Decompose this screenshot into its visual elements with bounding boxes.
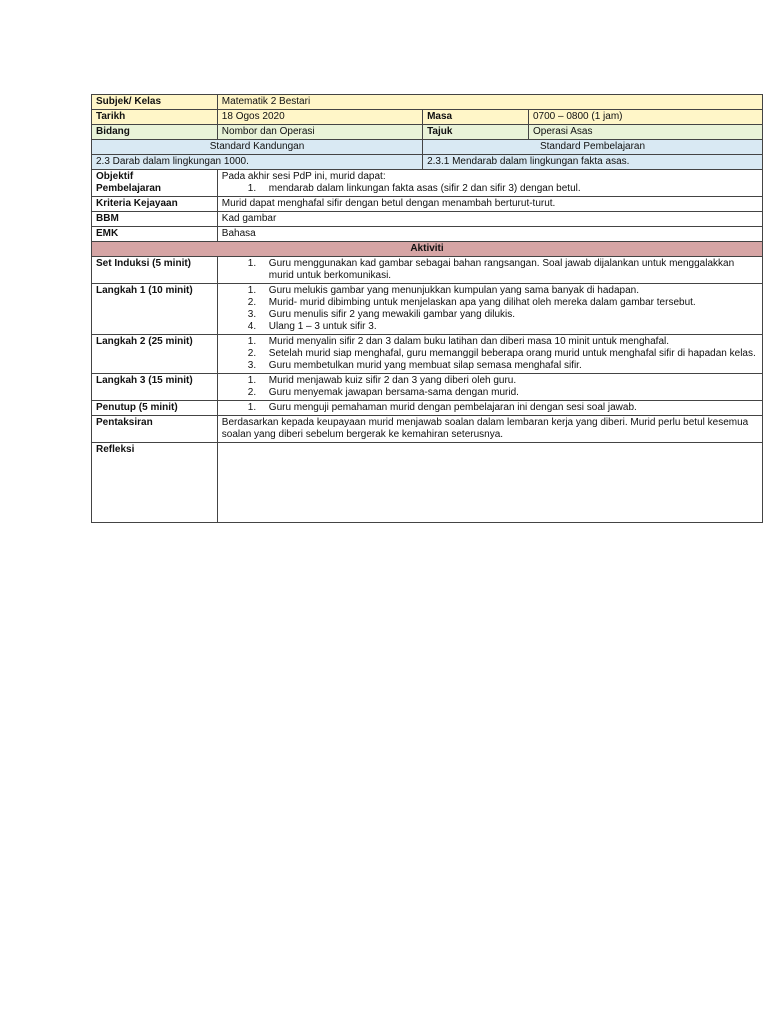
refleksi-value[interactable] xyxy=(217,443,762,523)
standard-kandungan-value: 2.3 Darab dalam lingkungan 1000. xyxy=(92,155,423,170)
objektif-label-line2: Pembelajaran xyxy=(96,183,162,194)
subjek-label: Subjek/ Kelas xyxy=(92,95,218,110)
langkah3-content xyxy=(217,374,762,401)
masa-label: Masa xyxy=(423,110,529,125)
penutup-content xyxy=(217,401,762,416)
list-item: 2. Murid- murid dibimbing untuk menjelaskan apa yang dilihat oleh mereka dalam gambar tersebut. xyxy=(247,297,696,308)
standard-pembelajaran-value: 2.3.1 Mendarab dalam lingkungan fakta asas. xyxy=(423,155,763,170)
tarikh-row xyxy=(92,110,763,125)
standard-value-row xyxy=(92,155,763,170)
langkah3-label: Langkah 3 (15 minit) xyxy=(92,374,218,401)
list-item: 2. Setelah murid siap menghafal, guru memanggil beberapa orang murid untuk menghafal sifir di hapadan kelas. xyxy=(247,348,756,359)
langkah1-row xyxy=(92,284,763,335)
standard-pembelajaran-header: Standard Pembelajaran xyxy=(423,140,763,155)
aktiviti-title: Aktiviti xyxy=(92,242,763,257)
bbm-value: Kad gambar xyxy=(217,212,762,227)
bidang-value: Nombor dan Operasi xyxy=(217,125,422,140)
objektif-content xyxy=(217,170,762,197)
list-item: 4. Ulang 1 – 3 untuk sifir 3. xyxy=(247,321,377,332)
langkah1-content xyxy=(217,284,762,335)
kriteria-label: Kriteria Kejayaan xyxy=(92,197,218,212)
bbm-label: BBM xyxy=(92,212,218,227)
objektif-label xyxy=(92,170,218,197)
list-item: 2. Guru menyemak jawapan bersama-sama dengan murid. xyxy=(247,387,519,398)
emk-label: EMK xyxy=(92,227,218,242)
list-item: 1. Guru melukis gambar yang menunjukkan kumpulan yang sama banyak di hadapan. xyxy=(247,285,640,296)
tajuk-value: Operasi Asas xyxy=(529,125,763,140)
langkah2-content xyxy=(217,335,762,374)
penutup-row xyxy=(92,401,763,416)
langkah2-row xyxy=(92,335,763,374)
list-item: 1. Guru menguji pemahaman murid dengan pembelajaran ini dengan sesi soal jawab. xyxy=(247,402,637,413)
set-induksi-label: Set Induksi (5 minit) xyxy=(92,257,218,284)
refleksi-row xyxy=(92,443,763,523)
standard-kandungan-header: Standard Kandungan xyxy=(92,140,423,155)
refleksi-label: Refleksi xyxy=(92,443,218,523)
objektif-row xyxy=(92,170,763,197)
bidang-label: Bidang xyxy=(92,125,218,140)
subjek-row xyxy=(92,95,763,110)
aktiviti-header-row xyxy=(92,242,763,257)
langkah3-row xyxy=(92,374,763,401)
objektif-label-line1: Objektif xyxy=(96,171,134,182)
list-item: 3. Guru membetulkan murid yang membuat silap semasa menghafal sifir. xyxy=(247,360,582,371)
subjek-value: Matematik 2 Bestari xyxy=(217,95,762,110)
objektif-list xyxy=(222,183,758,195)
lesson-plan-table xyxy=(91,94,763,523)
penutup-label: Penutup (5 minit) xyxy=(92,401,218,416)
bidang-row xyxy=(92,125,763,140)
emk-value: Bahasa xyxy=(217,227,762,242)
kriteria-value: Murid dapat menghafal sifir dengan betul dengan menambah berturut-turut. xyxy=(217,197,762,212)
masa-value: 0700 – 0800 (1 jam) xyxy=(529,110,763,125)
emk-row xyxy=(92,227,763,242)
tarikh-label: Tarikh xyxy=(92,110,218,125)
bbm-row xyxy=(92,212,763,227)
list-item: 1. Guru menggunakan kad gambar sebagai bahan rangsangan. Soal jawab dijalankan untuk menggalakkan murid untuk berkomunikasi. xyxy=(247,258,735,281)
set-induksi-row xyxy=(92,257,763,284)
standard-header-row xyxy=(92,140,763,155)
set-induksi-content xyxy=(217,257,762,284)
list-item: 1. Murid menjawab kuiz sifir 2 dan 3 yang diberi oleh guru. xyxy=(247,375,517,386)
list-item: 1. mendarab dalam linkungan fakta asas (sifir 2 dan sifir 3) dengan betul. xyxy=(247,183,581,194)
list-item: 3. Guru menulis sifir 2 yang mewakili gambar yang dilukis. xyxy=(247,309,516,320)
objektif-intro: Pada akhir sesi PdP ini, murid dapat: xyxy=(221,171,386,182)
pentaksiran-label: Pentaksiran xyxy=(92,416,218,443)
pentaksiran-value: Berdasarkan kepada keupayaan murid menjawab soalan dalam lembaran kerja yang diberi. Murid perlu betul kesemua soalan yang diberi sebelum bergerak ke kemahiran seterusnya. xyxy=(217,416,762,443)
tajuk-label: Tajuk xyxy=(423,125,529,140)
pentaksiran-row xyxy=(92,416,763,443)
langkah1-label: Langkah 1 (10 minit) xyxy=(92,284,218,335)
list-item: 1. Murid menyalin sifir 2 dan 3 dalam buku latihan dan diberi masa 10 minit untuk menghafal. xyxy=(247,336,670,347)
langkah2-label: Langkah 2 (25 minit) xyxy=(92,335,218,374)
tarikh-value: 18 Ogos 2020 xyxy=(217,110,422,125)
kriteria-row xyxy=(92,197,763,212)
